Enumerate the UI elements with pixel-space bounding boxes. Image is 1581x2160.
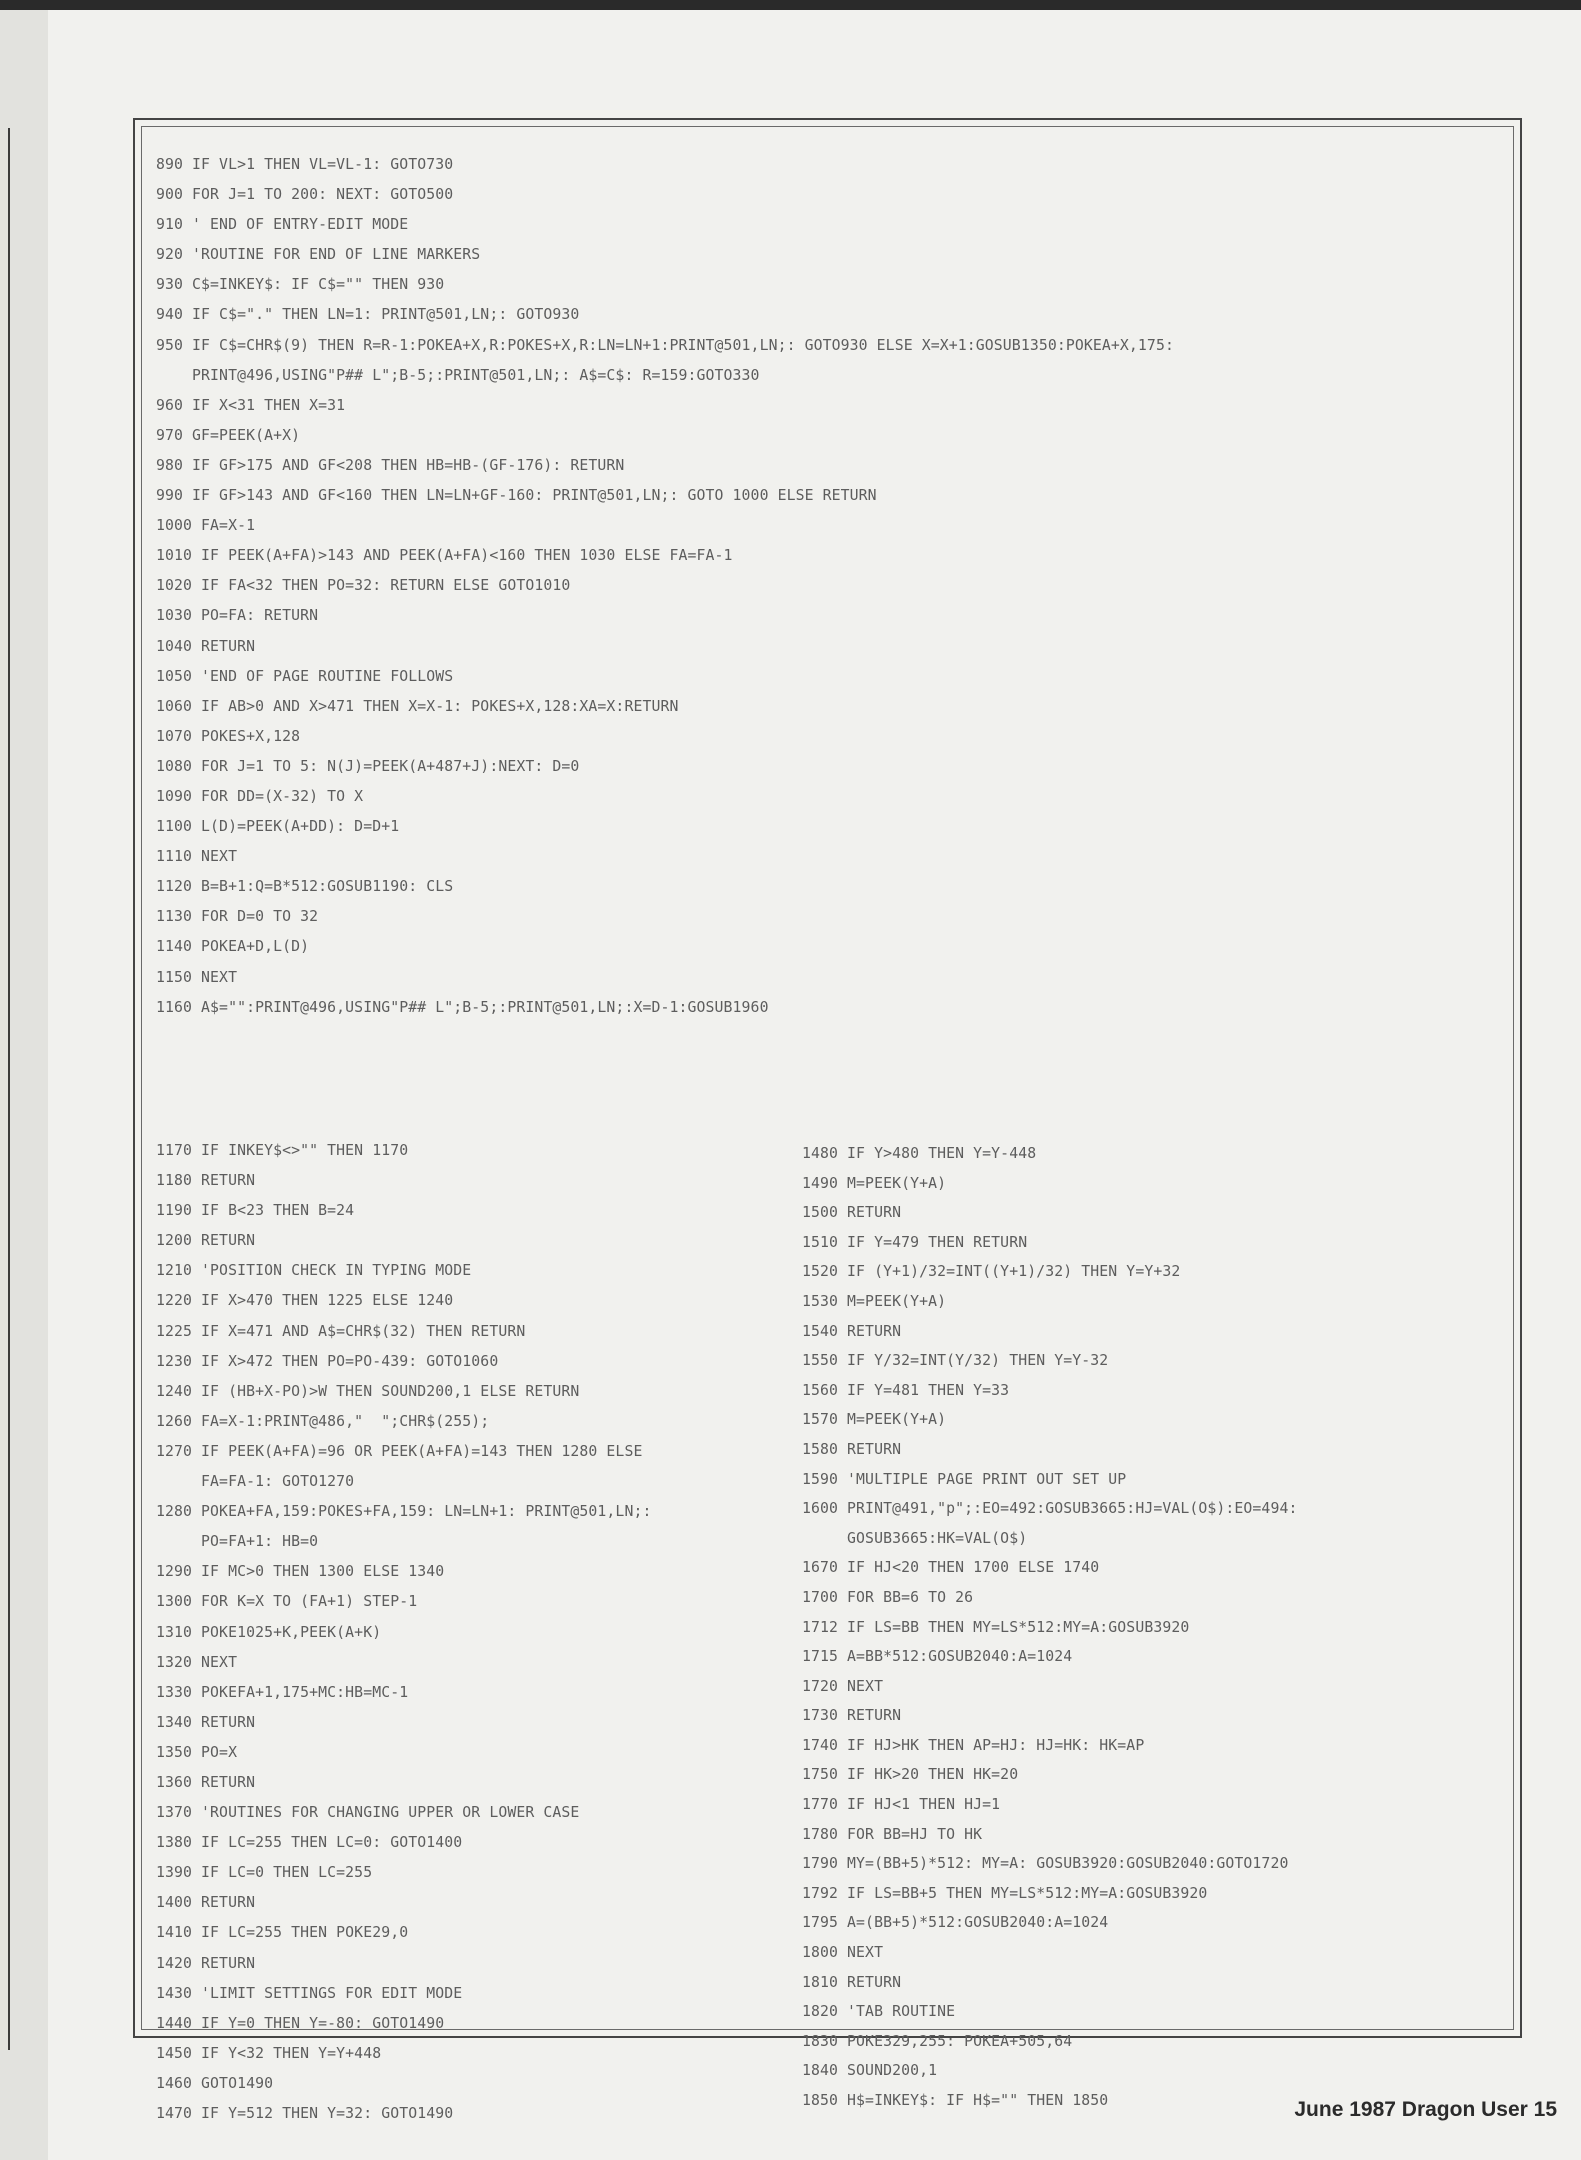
code-line: 1040 RETURN [156,637,256,655]
code-line: 1290 IF MC>0 THEN 1300 ELSE 1340 [156,1563,445,1581]
code-line: 1830 POKE329,255: POKEA+505,64 [802,2032,1073,2050]
code-line: 1600 PRINT@491,"p";:EO=492:GOSUB3665:HJ=VAL(O$):EO=494: [802,1500,1298,1518]
code-line: PO=FA+1: HB=0 [156,1533,319,1551]
code-line: 1770 IF HJ<1 THEN HJ=1 [802,1796,1001,1814]
code-line: 930 C$=INKEY$: IF C$="" THEN 930 [156,276,445,294]
code-line: 1700 FOR BB=6 TO 26 [802,1588,974,1606]
code-line: 1240 IF (HB+X-PO)>W THEN SOUND200,1 ELSE RETURN [156,1382,580,1400]
code-line: 1160 A$="":PRINT@496,USING"P## L";B-5;:PRINT@501,LN;:X=D-1:GOSUB1960 [156,998,769,1016]
code-line: 1190 IF B<23 THEN B=24 [156,1202,355,1220]
code-line: 1410 IF LC=255 THEN POKE29,0 [156,1924,409,1942]
code-line: 1220 IF X>470 THEN 1225 ELSE 1240 [156,1292,454,1310]
code-line: 1480 IF Y>480 THEN Y=Y-448 [802,1145,1037,1162]
code-line: 1780 FOR BB=HJ TO HK [802,1825,983,1843]
code-line: 1390 IF LC=0 THEN LC=255 [156,1864,373,1882]
code-line: 1170 IF INKEY$<>"" THEN 1170 [156,1142,409,1159]
code-line: 1330 POKEFA+1,175+MC:HB=MC-1 [156,1683,409,1701]
code-line: 1010 IF PEEK(A+FA)>143 AND PEEK(A+FA)<160 THEN 1030 ELSE FA=FA-1 [156,547,733,565]
code-line: 910 ' END OF ENTRY-EDIT MODE [156,216,409,234]
spine-divider-line [8,128,10,2050]
code-line: 1560 IF Y=481 THEN Y=33 [802,1381,1010,1399]
code-line: 1140 POKEA+D,L(D) [156,938,310,956]
code-line: 1712 IF LS=BB THEN MY=LS*512:MY=A:GOSUB3920 [802,1618,1190,1636]
code-line: 1550 IF Y/32=INT(Y/32) THEN Y=Y-32 [802,1352,1109,1370]
code-line: 1730 RETURN [802,1707,902,1725]
code-line: 1090 FOR DD=(X-32) TO X [156,787,364,805]
code-line: GOSUB3665:HK=VAL(O$) [802,1529,1028,1547]
code-line: 1460 GOTO1490 [156,2074,274,2092]
code-line: 1230 IF X>472 THEN PO=PO-439: GOTO1060 [156,1352,499,1370]
code-line: 1210 'POSITION CHECK IN TYPING MODE [156,1262,472,1280]
code-line: 1260 FA=X-1:PRINT@486," ";CHR$(255); [156,1412,490,1430]
code-line: 1470 IF Y=512 THEN Y=32: GOTO1490 [156,2105,454,2122]
code-line: 1740 IF HJ>HK THEN AP=HJ: HJ=HK: HK=AP [802,1736,1145,1754]
code-line: 1590 'MULTIPLE PAGE PRINT OUT SET UP [802,1470,1127,1488]
code-line: 1570 M=PEEK(Y+A) [802,1411,947,1429]
code-line: 1820 'TAB ROUTINE [802,2003,956,2021]
code-line: 980 IF GF>175 AND GF<208 THEN HB=HB-(GF-176): RETURN [156,456,625,474]
code-line: 960 IF X<31 THEN X=31 [156,396,346,414]
code-line: 990 IF GF>143 AND GF<160 THEN LN=LN+GF-160: PRINT@501,LN;: GOTO 1000 ELSE RETURN [156,487,877,505]
code-line: 1350 PO=X [156,1743,238,1761]
code-line: 1420 RETURN [156,1954,256,1972]
code-line: 1120 B=B+1:Q=B*512:GOSUB1190: CLS [156,878,454,896]
code-line: 1715 A=BB*512:GOSUB2040:A=1024 [802,1648,1073,1666]
code-line: 1130 FOR D=0 TO 32 [156,908,319,926]
code-line: 1440 IF Y=0 THEN Y=-80: GOTO1490 [156,2014,445,2032]
code-line: 1510 IF Y=479 THEN RETURN [802,1233,1028,1251]
code-line: 1430 'LIMIT SETTINGS FOR EDIT MODE [156,1984,463,2002]
code-line: 1300 FOR K=X TO (FA+1) STEP-1 [156,1593,418,1611]
code-line: 1280 POKEA+FA,159:POKES+FA,159: LN=LN+1: PRINT@501,LN;: [156,1503,652,1521]
code-line: 1370 'ROUTINES FOR CHANGING UPPER OR LOWER CASE [156,1804,580,1822]
code-line: 1795 A=(BB+5)*512:GOSUB2040:A=1024 [802,1914,1109,1932]
code-line: 970 GF=PEEK(A+X) [156,426,301,444]
code-line: 1225 IF X=471 AND A$=CHR$(32) THEN RETURN [156,1322,526,1340]
code-line: 1060 IF AB>0 AND X>471 THEN X=X-1: POKES+X,128:XA=X:RETURN [156,697,679,715]
code-line: 1070 POKES+X,128 [156,727,301,745]
code-line: 950 IF C$=CHR$(9) THEN R=R-1:POKEA+X,R:POKES+X,R:LN=LN+1:PRINT@501,LN;: GOTO930 ELSE X=X+1:GOSUB1350:POKEA+X,175: [156,336,1174,354]
code-line: 1750 IF HK>20 THEN HK=20 [802,1766,1019,1784]
code-line: 1000 FA=X-1 [156,517,256,535]
code-line: 1530 M=PEEK(Y+A) [802,1292,947,1310]
code-line: 1720 NEXT [802,1677,884,1695]
program-listing-top [156,150,1174,1023]
code-line: 1540 RETURN [802,1322,902,1340]
code-line: 1050 'END OF PAGE ROUTINE FOLLOWS [156,667,454,685]
code-line: 1320 NEXT [156,1653,238,1671]
code-line: 900 FOR J=1 TO 200: NEXT: GOTO500 [156,186,454,204]
code-line: 1400 RETURN [156,1894,256,1912]
code-line: 1790 MY=(BB+5)*512: MY=A: GOSUB3920:GOSUB2040:GOTO1720 [802,1855,1289,1873]
code-line: 1270 IF PEEK(A+FA)=96 OR PEEK(A+FA)=143 THEN 1280 ELSE [156,1442,643,1460]
code-line: 1792 IF LS=BB+5 THEN MY=LS*512:MY=A:GOSUB3920 [802,1884,1208,1902]
code-line: 1500 RETURN [802,1204,902,1222]
code-line: FA=FA-1: GOTO1270 [156,1473,355,1491]
code-line: 1100 L(D)=PEEK(A+DD): D=D+1 [156,818,400,836]
code-line: 920 'ROUTINE FOR END OF LINE MARKERS [156,246,481,264]
code-line: 1030 PO=FA: RETURN [156,607,319,625]
code-line: 1810 RETURN [802,1973,902,1991]
page-spine-margin [0,10,48,2160]
code-line: 1490 M=PEEK(Y+A) [802,1174,947,1192]
code-line: 1080 FOR J=1 TO 5: N(J)=PEEK(A+487+J):NEXT: D=0 [156,757,580,775]
code-line: 1380 IF LC=255 THEN LC=0: GOTO1400 [156,1834,463,1852]
code-line: 1840 SOUND200,1 [802,2062,938,2080]
program-listing-right-column [802,1139,1297,2116]
page-footer: June 1987 Dragon User 15 [1294,2098,1557,2121]
code-line: 1580 RETURN [802,1440,902,1458]
top-shadow-bar [0,0,1581,10]
code-line: 1360 RETURN [156,1773,256,1791]
code-line: 1450 IF Y<32 THEN Y=Y+448 [156,2044,382,2062]
code-line: 1800 NEXT [802,1944,884,1962]
code-line: 1670 IF HJ<20 THEN 1700 ELSE 1740 [802,1559,1100,1577]
code-line: 940 IF C$="." THEN LN=1: PRINT@501,LN;: GOTO930 [156,306,580,324]
code-line: 1020 IF FA<32 THEN PO=32: RETURN ELSE GOTO1010 [156,577,571,595]
code-line: 890 IF VL>1 THEN VL=VL-1: GOTO730 [156,156,454,173]
code-line: 1850 H$=INKEY$: IF H$="" THEN 1850 [802,2092,1109,2109]
code-line: PRINT@496,USING"P## L";B-5;:PRINT@501,LN;: A$=C$: R=159:GOTO330 [156,366,760,384]
code-line: 1180 RETURN [156,1172,256,1190]
code-line: 1340 RETURN [156,1713,256,1731]
code-line: 1310 POKE1025+K,PEEK(A+K) [156,1623,382,1641]
code-line: 1110 NEXT [156,848,238,866]
code-line: 1200 RETURN [156,1232,256,1250]
program-listing-left-column [156,1136,651,2129]
code-line: 1520 IF (Y+1)/32=INT((Y+1)/32) THEN Y=Y+32 [802,1263,1181,1281]
code-line: 1150 NEXT [156,968,238,986]
